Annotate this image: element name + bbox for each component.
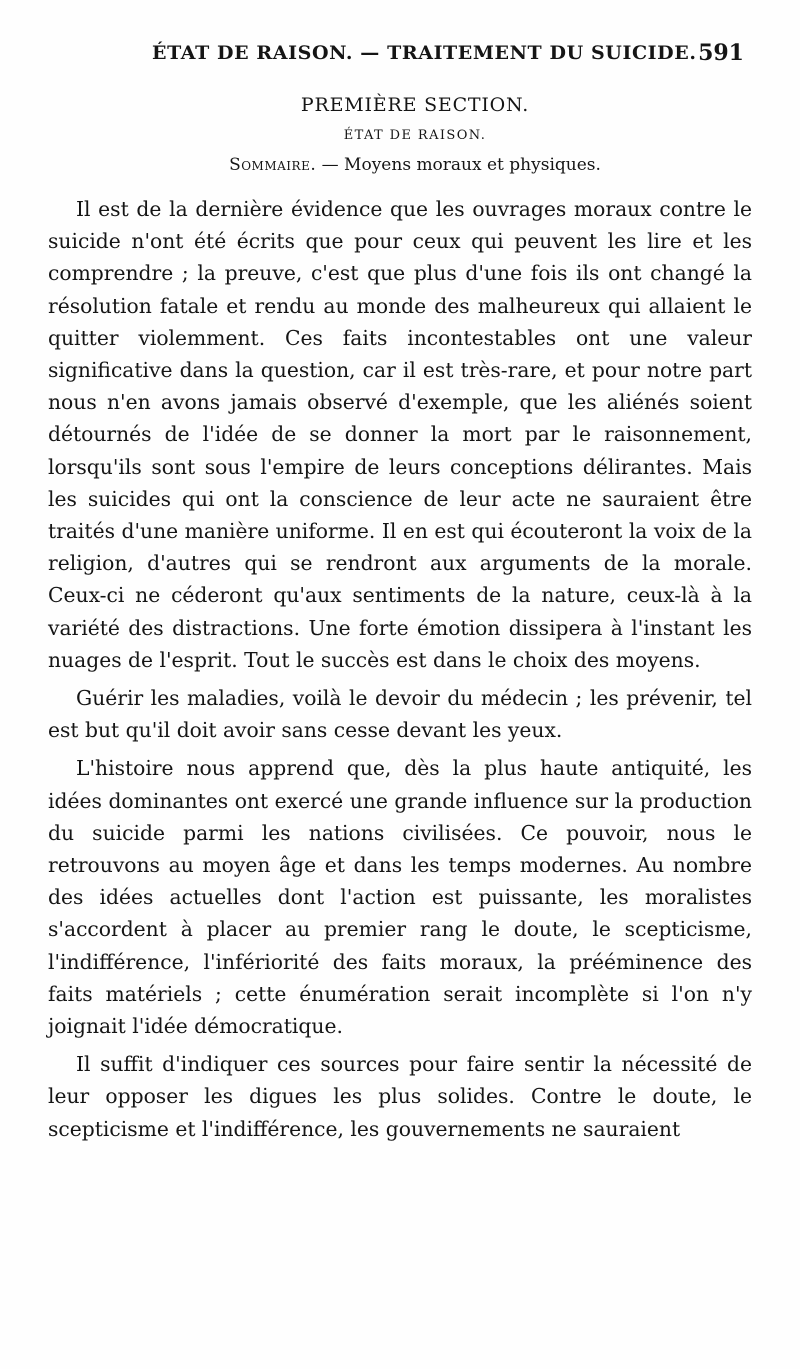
page-number: 591 bbox=[698, 40, 744, 66]
paragraph-1: Il est de la dernière évidence que les ouvrages moraux contre le suicide n'ont été écrits que pour ceux qui peuvent les lire et les comprendre ; la preuve, c'est que plus d'une fois ils ont changé la résolution fatale et rendu au monde des malheureux qui allaient le quitter violemment. Ces faits incontestables ont une valeur significative dans la question, car il est très-rare, et pour notre part nous n'en avons jamais observé d'exemple, que les aliénés soient détournés de l'idée de se donner la mort par le raisonnement, lorsqu'ils sont sous l'empire de leurs conceptions délirantes. Mais les suicides qui ont la conscience de leur acte ne sauraient être traités d'une manière uniforme. Il en est qui écouteront la voix de la religion, d'autres qui se rendront aux arguments de la morale. Ceux-ci ne céderont qu'aux sentiments de la nature, ceux-là à la variété des distractions. Une forte émotion dissipera à l'instant les nuages de l'esprit. Tout le succès est dans le choix des moyens. bbox=[48, 197, 752, 672]
summary-line bbox=[78, 155, 752, 175]
paragraph-4: Il suffit d'indiquer ces sources pour faire sentir la nécessité de leur opposer les digues les plus solides. Contre le doute, le scepticisme et l'indifférence, les gouvernements ne sauraient bbox=[48, 1052, 752, 1141]
summary-label: Sommaire. bbox=[229, 155, 317, 175]
paragraph-2: Guérir les maladies, voilà le devoir du médecin ; les prévenir, tel est but qu'il doit avoir sans cesse devant les yeux. bbox=[48, 686, 752, 743]
subsection-title: ÉTAT DE RAISON. bbox=[343, 128, 487, 143]
paragraph-3: L'histoire nous apprend que, dès la plus haute antiquité, les idées dominantes ont exercé une grande influence sur la production du suicide parmi les nations civilisées. Ce pouvoir, nous le retrouvons au moyen âge et dans les temps modernes. Au nombre des idées actuelles dont l'action est puissante, les moralistes s'accordent à placer au premier rang le doute, le scepticisme, l'indifférence, l'infériorité des faits moraux, la prééminence des faits matériels ; cette énumération serait incomplète si l'on n'y joignait l'idée démocratique. bbox=[48, 756, 752, 1039]
running-title: ÉTAT DE RAISON. — TRAITEMENT DU SUICIDE. bbox=[152, 42, 697, 64]
summary-text: — Moyens moraux et physiques. bbox=[316, 155, 601, 175]
body-text bbox=[48, 193, 752, 1145]
running-header bbox=[48, 36, 752, 80]
section-title: PREMIÈRE SECTION. bbox=[300, 94, 530, 116]
